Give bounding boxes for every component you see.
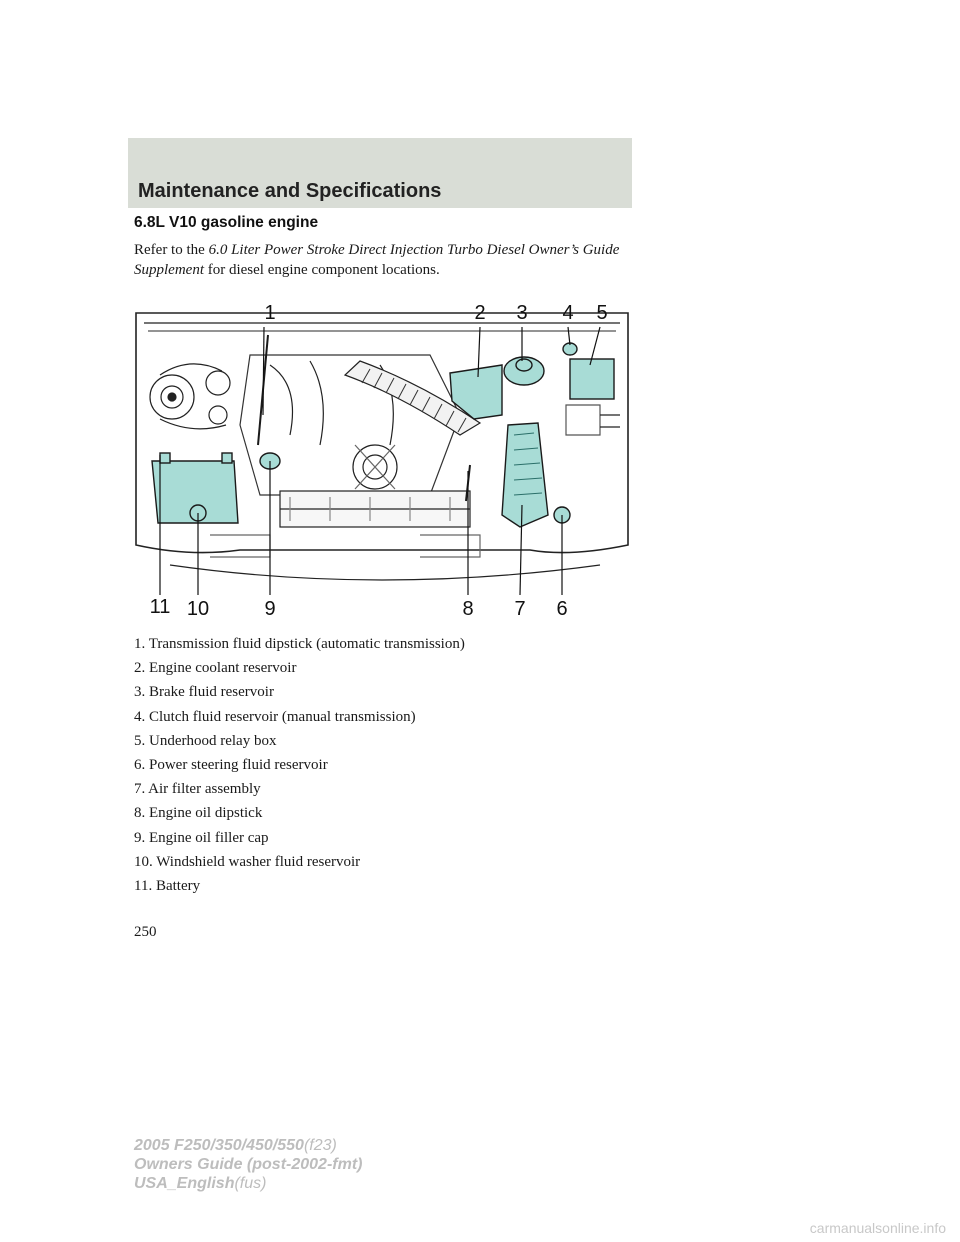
callout-8: 8 [462, 598, 474, 620]
callout-2: 2 [474, 302, 486, 324]
callout-11: 11 [149, 596, 171, 618]
intro-reference: 6.0 Liter Power Stroke Direct Injection Turbo Diesel Owner’s Guide Supplement [134, 242, 620, 278]
intro-suffix: for diesel engine component locations. [203, 262, 440, 278]
callout-7: 7 [514, 598, 526, 620]
legend-item: 4. Clutch fluid reservoir (manual transmission) [134, 708, 416, 725]
legend-item: 3. Brake fluid reservoir [134, 684, 274, 701]
legend-item: 9. Engine oil filler cap [134, 829, 269, 846]
legend-item: 5. Underhood relay box [134, 732, 277, 749]
callout-3: 3 [516, 302, 528, 324]
legend-item: 7. Air filter assembly [134, 781, 261, 798]
engine-compartment-diagram [130, 295, 634, 625]
legend-item: 8. Engine oil dipstick [134, 805, 263, 822]
page-number: 250 [134, 924, 157, 940]
callout-9: 9 [264, 598, 276, 620]
intro-prefix: Refer to the [134, 242, 209, 258]
callout-1: 1 [264, 302, 276, 324]
section-header-band [128, 138, 632, 208]
callout-6: 6 [556, 598, 568, 620]
footer-language-code: (fus) [234, 1175, 267, 1192]
footer-model: 2005 F250/350/450/550 [134, 1137, 304, 1154]
intro-paragraph [134, 240, 634, 280]
footer-line-2 [134, 1155, 362, 1174]
legend-item: 1. Transmission fluid dipstick (automatic transmission) [134, 636, 465, 652]
document-footer [134, 1136, 362, 1193]
legend-item: 2. Engine coolant reservoir [134, 660, 297, 677]
legend-item: 11. Battery [134, 877, 201, 894]
footer-guide-format: Owners Guide (post-2002-fmt) [134, 1156, 363, 1173]
watermark: carmanualsonline.info [809, 1220, 946, 1236]
footer-model-code: (f23) [303, 1137, 337, 1154]
legend-item: 6. Power steering fluid reservoir [134, 756, 328, 773]
footer-line-1 [134, 1136, 362, 1155]
callout-10: 10 [186, 598, 210, 620]
legend-item: 10. Windshield washer fluid reservoir [134, 853, 361, 870]
footer-line-3 [134, 1174, 362, 1193]
callout-4: 4 [562, 302, 574, 324]
component-legend [134, 632, 465, 898]
section-title: Maintenance and Specifications [138, 180, 442, 202]
engine-heading: 6.8L V10 gasoline engine [134, 214, 319, 231]
callout-5: 5 [596, 302, 608, 324]
footer-language: USA_English [134, 1175, 235, 1192]
